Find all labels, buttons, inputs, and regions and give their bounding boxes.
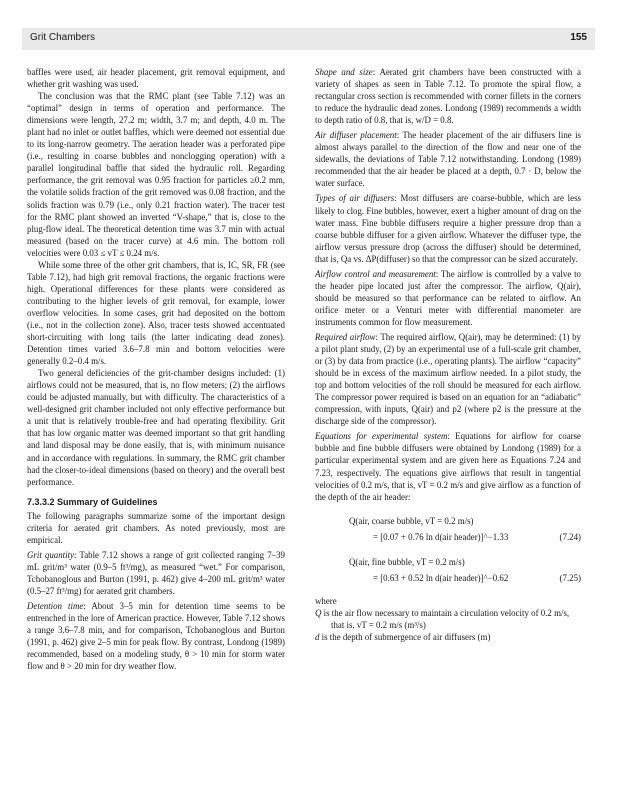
paragraph-body: : The airflow is controlled by a valve to the header pipe located just after the compressor. The airflow, Q(air), should be measured so that performance can be related to airflow. An orifice meter or a Venturi meter with differential manometer are instruments common for flow measurement. bbox=[315, 268, 581, 327]
chapter-title: Grit Chambers bbox=[30, 32, 96, 43]
paragraph-lead: Airflow control and measurement bbox=[315, 268, 436, 279]
paragraph-lead: Detention time bbox=[27, 601, 84, 612]
left-column bbox=[27, 66, 285, 672]
paragraph-required-airflow bbox=[315, 331, 581, 427]
paragraph-air-diffuser-placement bbox=[315, 129, 581, 189]
paragraph-body: : Most diffusers are coarse-bubble, which are less likely to clog. Fine bubbles, however, exert a higher amount of drag on the water mass. Fine bubble diffusers require a higher pressure drop than a coarse bubble diffuser for a given airflow. Whatever the diffuser type, the airflow versus pressure drop (across the diffuser) should be determined, that is, Qa vs. ΔP(diffuser) so that the compressor can be sized accurately. bbox=[315, 193, 581, 264]
paragraph-lead: Required airflow bbox=[315, 331, 376, 342]
definition-text: is the air flow necessary to maintain a circulation velocity of 0.2 m/s, that is, vT = 0.2 m/s (m³/s) bbox=[321, 607, 570, 630]
paragraph: The following paragraphs summarize some of the important design criteria for aerated grit chambers. As noted previously, most are empirical. bbox=[27, 510, 285, 545]
paragraph-detention-time bbox=[27, 600, 285, 672]
paragraph-lead: Grit quantity bbox=[27, 549, 74, 560]
paragraph-body: : About 3–5 min for detention time seems to be entrenched in the lore of American practice. However, Table 7.12 shows a range 3.6–7.8 min, and for comparison, Tchobanoglous and Burton (1991, p. 462) give 2–5 min for peak flow. By contrast, Londong (1989) recommended, based on a modeling study, θ > 10 min for storm water flow and θ > 20 min for dry weather flow. bbox=[27, 601, 285, 672]
paragraph-body: : Aerated grit chambers have been constructed with a variety of shapes as seen in Table 7.12. To promote the spiral flow, a rectangular cross section is recommended with corner fillets in the corners to reduce the hydraulic dead zones. Londong (1989) recommends a width to depth ratio of 0.8, that is, w/D = 0.8. bbox=[315, 67, 581, 126]
paragraph-lead: Equations for experimental system bbox=[315, 431, 448, 442]
paragraph: The conclusion was that the RMC plant (see Table 7.12) was an “optimal” design in terms of operation and performance. The dimensions were length, 27.2 m; width, 3.7 m; and depth, 4.0 m. The plant had no inlet or outlet baffles, which were deemed not essential due to its long-narrow geometry. The aeration header was a perforated pipe (i.e., resulting in coarse bubbles and nonclogging operation) with a parallel longitudinal baffle that sided the hydraulic roll. Regarding performance, the grit removal was 0.95 fraction for particles ≥0.2 mm, the volatile solids fraction of the grit removed was 0.08 fraction, and the solids fraction was 0.79 (i.e., only 0.21 fraction water). The tracer test for the RMC plant showed an inverted “V-shape,” that is, close to the plug-flow ideal. The theoretical detention time was 3.7 min with actual measured (based on the tracer curve) at 4.6 min. The bottom roll velocities were 0.03 ≤ vT ≤ 0.24 m/s. bbox=[27, 91, 285, 258]
paragraph-grit-quantity bbox=[27, 549, 285, 597]
paragraph-body: : Table 7.12 shows a range of grit collected ranging 7–39 mL grit/m³ water (0.9–5 ft³/mg), as measured “wet.” For comparison, Tchobanoglous and Burton (1991, p. 462) give 4–200 mL grit/m³ water (0.5–27 ft³/mg) for aerated grit chambers. bbox=[27, 549, 285, 596]
running-header bbox=[22, 28, 595, 50]
where-label: where bbox=[315, 595, 337, 606]
paragraph: baffles were used, air header placement, grit removal equipment, and whether grit washing was used. bbox=[27, 67, 285, 90]
definition-q bbox=[315, 607, 581, 631]
paragraph: While some three of the other grit chambers, that is, IC, SR, FR (see Table 7.12), had high grit removal fractions, the organic fractions were high. Operational differences for these plants were considered as contributing to the higher levels of grit removal, for example, lower overflow velocities. In some cases, grit had deposited on the bottom (i.e., not in the collection zone). Also, tracer tests showed accentuated short-circuiting with long tails (the latter indicating dead zones). Detention times varied 3.6–7.8 min and bottom velocities were generally 0.2–0.4 m/s. bbox=[27, 259, 285, 367]
section-heading: 7.3.3.2 Summary of Guidelines bbox=[27, 496, 158, 507]
paragraph-equations bbox=[315, 430, 581, 502]
equation-number: (7.25) bbox=[559, 572, 581, 583]
paragraph-body: : The header placement of the air diffusers line is almost always parallel to the direction of the flow and near one of the sidewalls, the deviations of Table 7.12 notwithstanding. Londong (1989) recommended that the air header be placed at a depth, 0.7 · D, below the water surface. bbox=[315, 130, 581, 189]
equation-7-24 bbox=[315, 515, 581, 544]
equation-rhs: = [0.63 + 0.52 ln d(air header)]^−0.62 bbox=[373, 572, 509, 583]
paragraph-shape-size bbox=[315, 66, 581, 126]
paragraph-body: : The required airflow, Q(air), may be determined: (1) by a pilot plant study, (2) by an experimental use of a full-scale grit chamber, or (3) by data from practice (i.e., operating plants). The airflow “capacity” should be in excess of the maximum airflow needed. In a pilot study, the top and bottom velocities of the roll should be measured for each airflow. The compressor power required is based on an equation for an “adiabatic” compression, with inputs, Q(air) and p2 (where p2 is the pressure at the discharge side of the compressor). bbox=[315, 331, 581, 427]
paragraph-body: : Equations for airflow for coarse bubble and fine bubble diffusers were obtained by Londong (1989) for a particular experimental system and are given here as Equations 7.24 and 7.23, respectively. The equations give airflows that result in tangential velocities of 0.2 m/s, that is, vT = 0.2 m/s and give airflow as a function of the depth of the air header: bbox=[315, 431, 581, 502]
symbol: d bbox=[315, 631, 320, 642]
paragraph-types-of-diffusers bbox=[315, 192, 581, 264]
symbol: Q bbox=[315, 607, 322, 618]
paragraph: Two general deficiencies of the grit-chamber designs included: (1) airflows could not be measured, that is, no flow meters; (2) the airflows could be adjusted manually, but with difficulty. The characteristics of a well-designed grit chamber included not only effective performance but a unit that is relatively trouble-free and had operating flexibility. Grit that has low organic matter was deemed important so that grit handling and land disposal may be done easily, that is, with minimum nuisance and in accordance with regulations. In summary, the RMC grit chamber had the closer-to-ideal dimensions (based on theory) and the overall best performance. bbox=[27, 368, 285, 487]
right-column bbox=[315, 66, 581, 643]
definition-d bbox=[315, 631, 581, 643]
definition-text: is the depth of submergence of air diffusers (m) bbox=[319, 631, 491, 642]
paragraph-lead: Air diffuser placement bbox=[315, 130, 397, 141]
paragraph-airflow-control bbox=[315, 268, 581, 328]
equation-lhs: Q(air, fine bubble, vT = 0.2 m/s) bbox=[349, 556, 465, 567]
page-number: 155 bbox=[570, 32, 587, 43]
paragraph-lead: Types of air diffusers bbox=[315, 193, 395, 204]
equation-number: (7.24) bbox=[559, 531, 581, 542]
paragraph-lead: Shape and size bbox=[315, 67, 373, 77]
equation-lhs: Q(air, coarse bubble, vT = 0.2 m/s) bbox=[349, 515, 474, 526]
equation-7-25 bbox=[315, 556, 581, 585]
equation-rhs: = [0.07 + 0.76 ln d(air header)]^−1.33 bbox=[373, 531, 509, 542]
